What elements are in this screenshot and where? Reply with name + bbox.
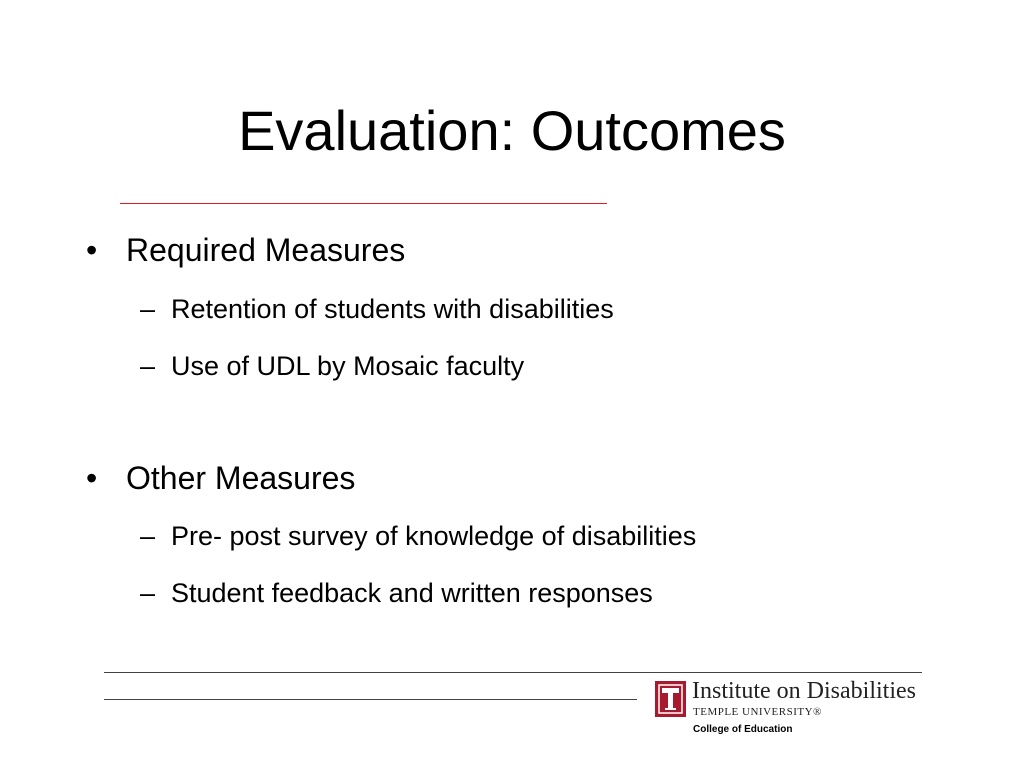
bullet-marker: •: [86, 232, 98, 268]
subitem-text: Pre- post survey of knowledge of disabilities: [171, 521, 697, 551]
subitem-text: Retention of students with disabilities: [171, 294, 614, 324]
bullet-marker: •: [86, 460, 98, 496]
subitem-text: Use of UDL by Mosaic faculty: [171, 351, 525, 381]
slide-title: Evaluation: Outcomes: [238, 99, 786, 162]
footer-rule-bottom: [104, 699, 637, 700]
institute-name: Institute on Disabilities: [692, 678, 916, 704]
subitem-marker: –: [140, 578, 156, 608]
subitem-marker: –: [140, 351, 156, 381]
temple-t-icon: [655, 681, 686, 717]
title-underline-rule: [120, 203, 607, 204]
college-name: College of Education: [693, 724, 793, 735]
subitem-marker: –: [140, 521, 156, 551]
university-name: TEMPLE UNIVERSITY®: [693, 706, 822, 718]
bullet-text: Other Measures: [126, 460, 356, 496]
bullet-text: Required Measures: [126, 232, 406, 268]
footer-rule-top: [104, 672, 922, 673]
subitem-text: Student feedback and written responses: [171, 578, 653, 608]
subitem-marker: –: [140, 294, 156, 324]
